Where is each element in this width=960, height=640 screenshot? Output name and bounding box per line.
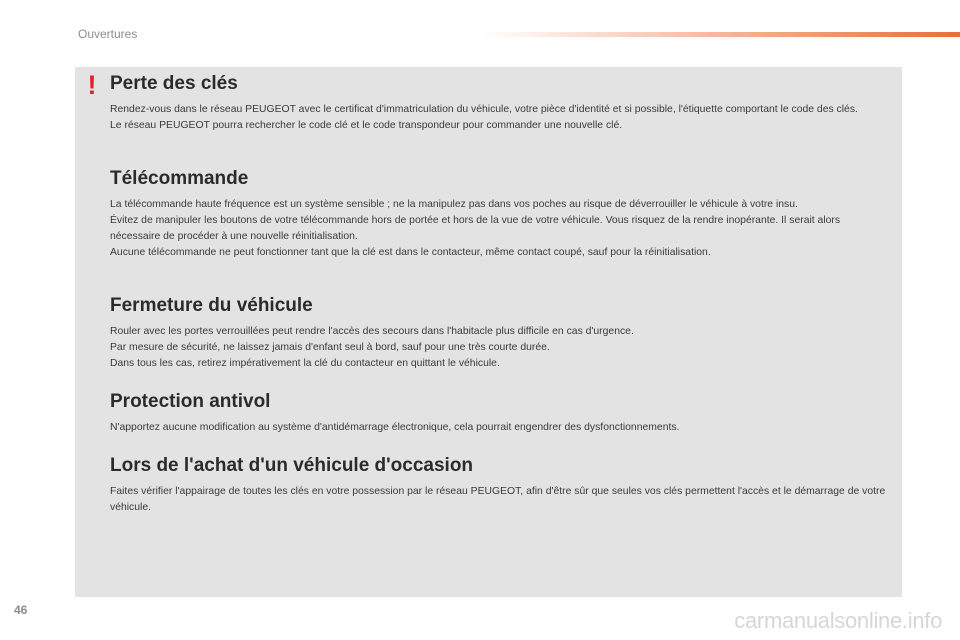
section-remote-control <box>110 168 890 261</box>
page-number: 46 <box>14 603 28 617</box>
paragraph: Rendez-vous dans le réseau PEUGEOT avec le certificat d'immatriculation du véhicule, votre pièce d'identité et si possible, l'étiquette comportant le code des clés. <box>110 104 858 115</box>
paragraph: N'apportez aucune modification au système d'antidémarrage électronique, cela pourrait engendrer des dysfonctionnements. <box>110 422 680 433</box>
paragraph: Dans tous les cas, retirez impérativement la clé du contacteur en quittant le véhicule. <box>110 358 500 369</box>
paragraph: Le réseau PEUGEOT pourra rechercher le code clé et le code transpondeur pour commander une nouvelle clé. <box>110 120 623 131</box>
section-used-vehicle <box>110 455 890 516</box>
paragraph: Aucune télécommande ne peut fonctionner tant que la clé est dans le contacteur, même contact coupé, sauf pour la réinitialisation. <box>110 247 711 258</box>
exclamation-icon: ! <box>87 70 97 100</box>
paragraph: Par mesure de sécurité, ne laissez jamais d'enfant seul à bord, sauf pour une très courte durée. <box>110 342 550 353</box>
watermark: carmanualsonline.info <box>734 608 942 633</box>
section-lost-keys <box>110 73 890 134</box>
paragraph: La télécommande haute fréquence est un système sensible ; ne la manipulez pas dans vos poches au risque de déverrouiller le véhicule à votre insu. <box>110 199 798 210</box>
paragraph: Faites vérifier l'appairage de toutes les clés en votre possession par le réseau PEUGEOT, afin d'être sûr que seules vos clés permettent l'accès et le démarrage de votre véhicule. <box>110 486 886 513</box>
header-accent-bar <box>480 32 960 37</box>
section-heading: Perte des clés <box>110 73 238 94</box>
section-anti-theft <box>110 391 890 436</box>
section-vehicle-locking <box>110 295 890 372</box>
section-heading: Télécommande <box>110 168 249 189</box>
section-title: Ouvertures <box>78 27 138 41</box>
section-heading: Lors de l'achat d'un véhicule d'occasion <box>110 455 474 476</box>
section-heading: Fermeture du véhicule <box>110 295 313 316</box>
paragraph: Rouler avec les portes verrouillées peut rendre l'accès des secours dans l'habitacle plus difficile en cas d'urgence. <box>110 326 634 337</box>
paragraph: Évitez de manipuler les boutons de votre télécommande hors de portée et hors de la vue de votre véhicule. Vous risquez de la rendre inopérante. Il serait alors nécessaire de procéder à une nouvelle réinitialisation. <box>110 215 841 242</box>
section-heading: Protection antivol <box>110 391 271 412</box>
